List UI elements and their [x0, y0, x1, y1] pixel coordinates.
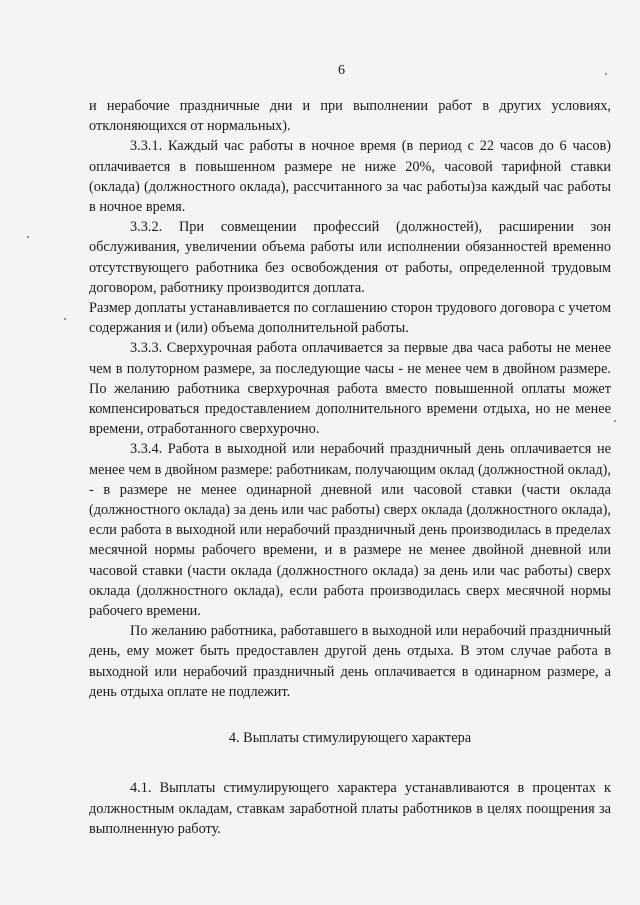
section-heading: 4. Выплаты стимулирующего характера: [228, 730, 472, 747]
paragraph-4-1: 4.1. Выплаты стимулирующего характера устанавливаются в процентах к должностным окладам, ставкам заработной платы работников в целях поощрения за выполненную работу.: [89, 780, 611, 837]
paragraph-3-3-3: 3.3.3. Сверхурочная работа оплачивается за первые два часа работы не менее чем в полуторном размере, за последующие часы - не менее чем в двойном размере. По желанию работника сверхурочная работа вместо повышенной оплаты может компенсироваться предоставлением дополнительного времени отдыха, но не менее времени, отработанного сверхурочно.: [89, 340, 611, 438]
paragraph-surcharge-size: Размер доплаты устанавливается по соглашению сторон трудового договора с учетом содержания и (или) объема дополнительной работы.: [89, 300, 611, 337]
scan-speck: [64, 318, 66, 320]
paragraph-day-off: По желанию работника, работавшего в выходной или нерабочий праздничный день, ему может быть предоставлен другой день отдыха. В этом случае работа в выходной или нерабочий праздничный день оплачивается в одинарном размере, а день отдыха оплате не подлежит.: [89, 623, 611, 700]
paragraph-3-3-1: 3.3.1. Каждый час работы в ночное время (в период с 22 часов до 6 часов) оплачивается в повышенном размере не ниже 20%, часовой тарифной ставки (оклада) (должностного оклада), рассчитанного за час работы)за каждый час работы в ночное время.: [89, 138, 611, 216]
document-body: [89, 96, 611, 839]
scan-speck: [614, 420, 616, 422]
paragraph-3-3-4: 3.3.4. Работа в выходной или нерабочий праздничный день оплачивается не менее чем в двойном размере: работникам, получающим оклад (должностной оклад), - в размере не менее одинарной дневной или часовой ставки (части оклада (должностного оклада) за день или час работы) сверх оклада (должностного оклада), если работа в выходной или нерабочий праздничный день производилась в пределах месячной нормы рабочего времени, и в размере не менее двойной дневной или часовой ставки (части оклада (должностного оклада) за день или час работы) сверх оклада (должностного оклада), если работа производилась сверх месячной нормы рабочего времени.: [89, 441, 611, 620]
paragraph-3-3-2: 3.3.2. При совмещении профессий (должностей), расширении зон обслуживания, увеличении объема работы или исполнении обязанностей временно отсутствующего работника без освобождения от работы, определенной трудовым договором, работнику производится доплата.: [89, 219, 611, 296]
paragraph-continuation: и нерабочие праздничные дни и при выполнении работ в других условиях, отклоняющихся от нормальных).: [89, 98, 611, 135]
page-number: 6: [338, 63, 345, 78]
scan-speck: [605, 73, 607, 75]
scan-speck: [27, 236, 29, 238]
